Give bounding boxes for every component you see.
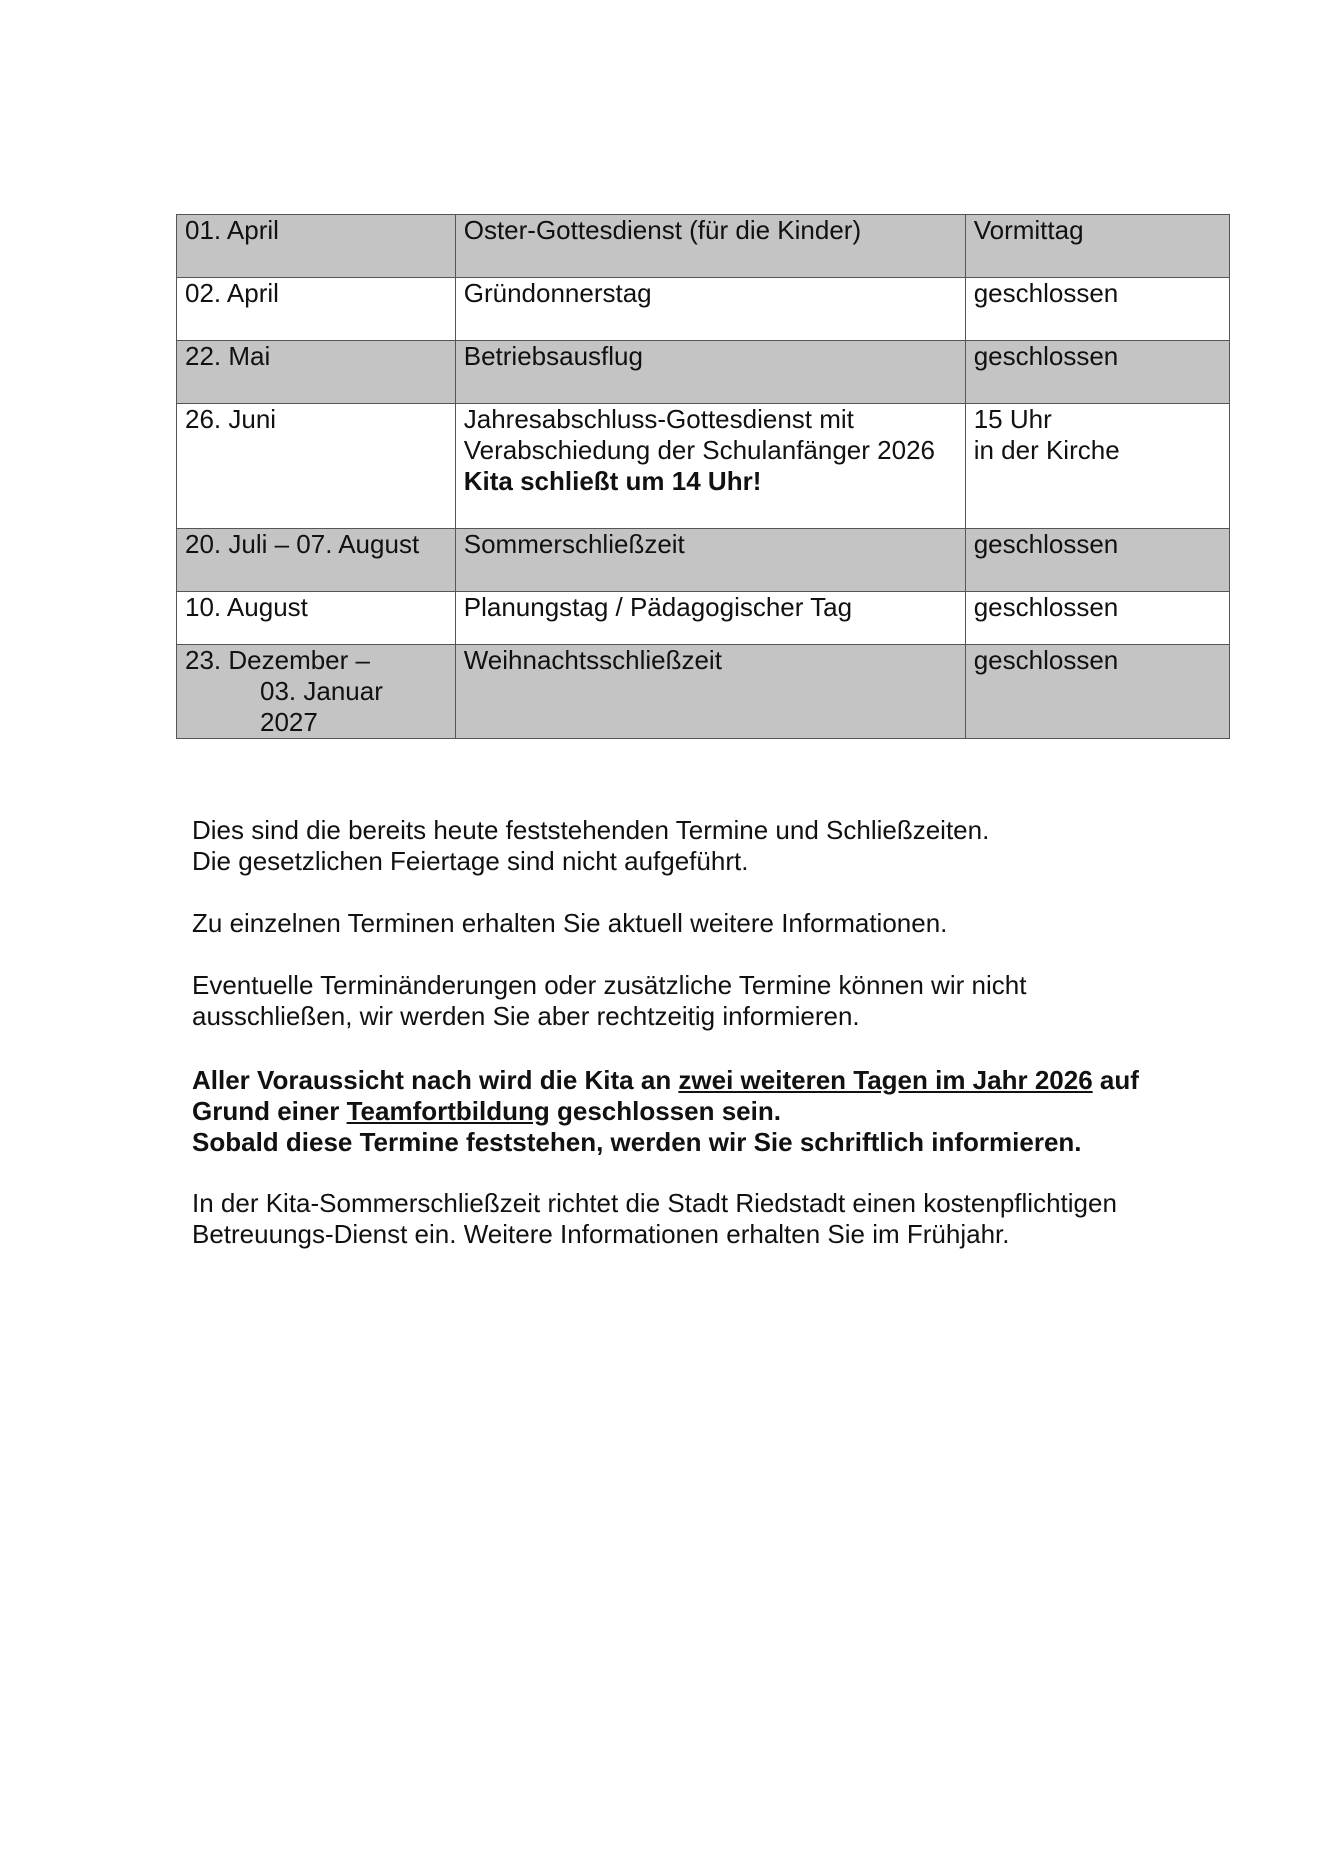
date-cell [177, 529, 456, 592]
event-cell [455, 341, 965, 404]
status-cell [965, 215, 1229, 278]
status-text: in der Kirche [973, 435, 1120, 465]
date-cell [177, 645, 456, 739]
event-text: Verabschiedung der Schulanfänger 2026 [463, 435, 935, 465]
event-text: Oster-Gottesdienst (für die Kinder) [463, 215, 862, 245]
date-text: 03. Januar 2027 [260, 676, 383, 737]
status-cell [965, 592, 1229, 645]
table-row [177, 341, 1230, 404]
table-row [177, 404, 1230, 529]
date-text: 01. April [185, 215, 279, 245]
status-text: geschlossen [973, 278, 1119, 308]
table-row [177, 278, 1230, 341]
event-cell [455, 645, 965, 739]
paragraph-line: Eventuelle Terminänderungen oder zusätzliche Termine können wir nicht [192, 970, 1027, 1000]
status-cell [965, 404, 1229, 529]
paragraph-line: Dies sind die bereits heute feststehenden Termine und Schließzeiten. [192, 815, 990, 845]
notice-underlined-text: Teamfortbildung [346, 1096, 550, 1126]
table-row [177, 529, 1230, 592]
event-text: Planungstag / Pädagogischer Tag [463, 592, 853, 622]
date-text: 20. Juli – 07. August [185, 529, 420, 559]
notice-line: Sobald diese Termine feststehen, werden wir Sie schriftlich informieren. [192, 1127, 1082, 1157]
status-text: geschlossen [973, 341, 1119, 371]
event-cell [455, 215, 965, 278]
notice-underlined-text: zwei weiteren Tagen im Jahr 2026 [678, 1065, 1093, 1095]
date-text: 02. April [185, 278, 279, 308]
info-paragraph [192, 970, 1212, 1032]
date-cell [177, 404, 456, 529]
info-paragraph [192, 815, 1212, 877]
date-cell [177, 278, 456, 341]
notice-line [192, 1096, 1212, 1127]
paragraph-line: Die gesetzlichen Feiertage sind nicht aufgeführt. [192, 846, 749, 876]
date-text: 23. Dezember – [185, 645, 370, 675]
status-text: geschlossen [973, 529, 1119, 559]
event-cell [455, 529, 965, 592]
paragraph-line: Betreuungs-Dienst ein. Weitere Informationen erhalten Sie im Frühjahr. [192, 1219, 1010, 1249]
notice-line [192, 1065, 1212, 1096]
info-paragraph [192, 1188, 1212, 1250]
closing-note: Kita schließt um 14 Uhr! [463, 466, 762, 496]
status-text: Vormittag [973, 215, 1084, 245]
date-cell [177, 341, 456, 404]
date-cell [177, 215, 456, 278]
status-cell [965, 341, 1229, 404]
event-cell [455, 404, 965, 529]
event-text: Gründonnerstag [463, 278, 652, 308]
table-row [177, 645, 1230, 739]
table-row [177, 592, 1230, 645]
notice-text: Aller Voraussicht nach wird die Kita an [192, 1065, 679, 1095]
paragraph-line: Zu einzelnen Terminen erhalten Sie aktuell weitere Informationen. [192, 908, 948, 938]
event-cell [455, 592, 965, 645]
date-text: 22. Mai [185, 341, 271, 371]
date-text: 10. August [185, 592, 308, 622]
event-text: Betriebsausflug [463, 341, 643, 371]
status-text: geschlossen [973, 592, 1119, 622]
important-notice [192, 1065, 1212, 1158]
notice-text: auf [1092, 1065, 1139, 1095]
info-paragraph [192, 908, 1212, 939]
notice-text: Grund einer [192, 1096, 347, 1126]
status-text: 15 Uhr [973, 404, 1052, 434]
notice-text: geschlossen sein. [549, 1096, 781, 1126]
status-cell [965, 645, 1229, 739]
paragraph-line: In der Kita-Sommerschließzeit richtet die Stadt Riedstadt einen kostenpflichtigen [192, 1188, 1117, 1218]
event-cell [455, 278, 965, 341]
status-cell [965, 529, 1229, 592]
event-text: Jahresabschluss-Gottesdienst mit [463, 404, 854, 434]
schedule-table [176, 214, 1230, 739]
paragraph-line: ausschließen, wir werden Sie aber rechtzeitig informieren. [192, 1001, 860, 1031]
date-text: 26. Juni [185, 404, 277, 434]
status-cell [965, 278, 1229, 341]
event-text: Sommerschließzeit [463, 529, 685, 559]
status-text: geschlossen [973, 645, 1119, 675]
event-text: Weihnachtsschließzeit [463, 645, 722, 675]
table-row [177, 215, 1230, 278]
date-cell [177, 592, 456, 645]
